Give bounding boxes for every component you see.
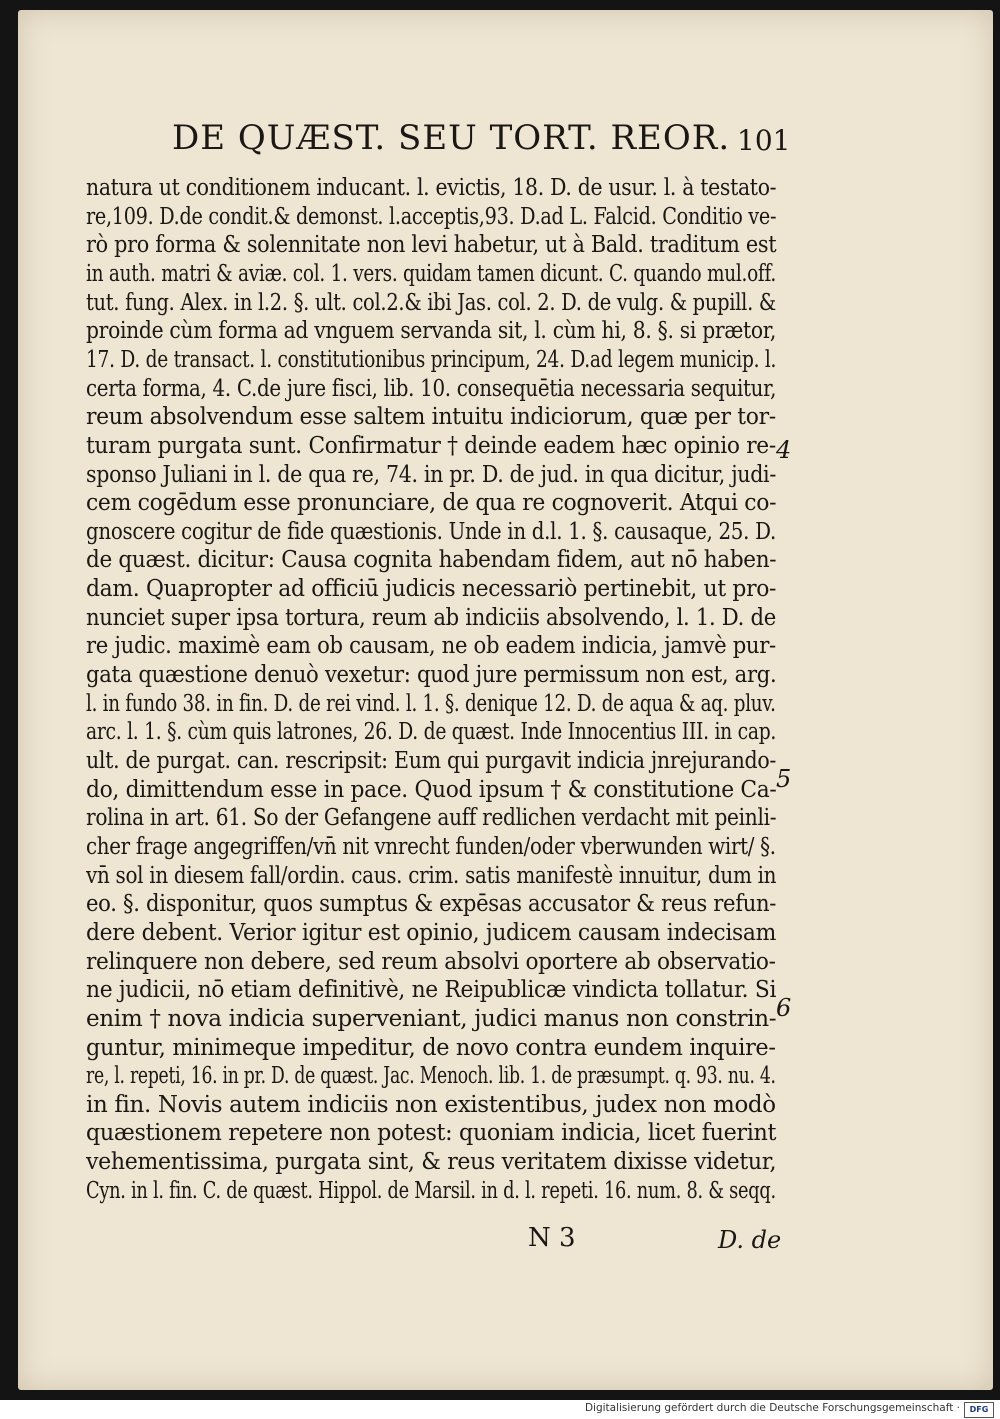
text-line: rò pro forma & solennitate non levi habetur, ut à Bald. traditum est [86,230,777,259]
signature-mark: N 3 [528,1223,576,1253]
text-line: re,109. D.de condit.& demonst. l.acceptis,93. D.ad L. Falcid. Conditio ve- [86,201,777,230]
text-line: re, l. repeti, 16. in pr. D. de quæst. Jac. Menoch. lib. 1. de præsumpt. q. 93. nu. 4. [86,1061,776,1090]
text-line: dere debent. Verior igitur est opinio, judicem causam indecisam [86,917,776,946]
text-line: vn̄ sol in diesem fall/ordin. caus. crim. satis manifestè innuitur, dum in [86,860,777,889]
text-line: enim † nova indicia superveniant, judici manus non constrin- [86,1003,777,1032]
text-line: reum absolvendum esse saltem intuitu indiciorum, quæ per tor- [86,402,776,431]
text-line: Cyn. in l. fin. C. de quæst. Hippol. de Marsil. in d. l. repeti. 16. num. 8. & seqq. [86,1175,776,1204]
folio-number: 101 [737,124,791,157]
text-line: eo. §. disponitur, quos sumptus & expēsas accusator & reus refun- [86,889,777,918]
text-line: de quæst. dicitur: Causa cognita habendam fidem, aut nō haben- [86,545,777,574]
text-line: re judic. maximè eam ob causam, ne ob eadem indicia, jamvè pur- [86,631,776,660]
text-line: tut. fung. Alex. in l.2. §. ult. col.2.& ibi Jas. col. 2. D. de vulg. & pupill. & [86,287,776,316]
text-line: in auth. matri & aviæ. col. 1. vers. quidam tamen dicunt. C. quando mul.off. [86,258,777,287]
text-line: cher frage angegriffen/vn̄ nit vnrecht funden/oder vberwunden wirt/ §. [86,831,776,860]
text-line: gata quæstione denuò vexetur: quod jure permissum non est, arg. [86,660,777,689]
text-line: ne judicii, nō etiam definitivè, ne Reipublicæ vindicta tollatur. Si [86,975,777,1004]
margin-number: 4 [776,436,792,464]
margin-number: 5 [776,765,792,793]
text-line: vehementissima, purgata sint, & reus veritatem dixisse videtur, [86,1147,777,1176]
text-line: arc. l. 1. §. cùm quis latrones, 26. D. de quæst. Inde Innocentius III. in cap. [86,717,777,746]
text-line: dam. Quapropter ad officiū judicis necessariò pertinebit, ut pro- [86,574,777,603]
running-title: DE QUÆST. SEU TORT. REOR. [172,118,731,158]
text-line: turam purgata sunt. Confirmatur † deinde eadem hæc opinio re- [86,430,776,459]
text-line: nunciet super ipsa tortura, reum ab indiciis absolvendo, l. 1. D. de [86,602,776,631]
text-line: rolina in art. 61. So der Gefangene auff redlichen verdacht mit peinli- [86,803,777,832]
digitization-credit: Digitalisierung gefördert durch die Deutsche Forschungsgemeinschaft · [584,1402,960,1414]
text-line: ult. de purgat. can. rescripsit: Eum qui purgavit indicia jnrejurando- [86,746,777,774]
text-line: in fin. Novis autem indiciis non existentibus, judex non modò [86,1089,776,1118]
text-line: l. in fundo 38. in fin. D. de rei vind. l. 1. §. denique 12. D. de aqua & aq. pluv. [86,688,776,717]
dfg-logo: DFG [964,1402,994,1418]
text-line: cem cogēdum esse pronunciare, de qua re cognoverit. Atqui co- [86,488,777,517]
text-line: natura ut conditionem inducant. l. evictis, 18. D. de usur. l. à testato- [86,173,777,201]
text-line: quæstionem repetere non potest: quoniam indicia, licet fuerint [86,1118,777,1147]
text-line: do, dimittendum esse in pace. Quod ipsum † & constitutione Ca- [86,774,777,803]
digitization-credit-bar [0,1400,1000,1419]
text-line: 17. D. de transact. l. constitutionibus principum, 24. D.ad legem municip. l. [86,344,777,373]
text-line: gnoscere cogitur de fide quæstionis. Unde in d.l. 1. §. causaque, 25. D. [86,516,776,545]
text-line: sponso Juliani in l. de qua re, 74. in pr. D. de jud. in qua dicitur, judi- [86,459,776,488]
margin-number: 6 [776,994,792,1022]
text-line: proinde cùm forma ad vnguem servanda sit, l. cùm hi, 8. §. si prætor, [86,316,777,345]
page-header [172,118,791,168]
catchword: D. de [718,1226,782,1254]
text-line: relinquere non debere, sed reum absolvi oportere ab observatio- [86,946,776,975]
text-line: guntur, minimeque impeditur, de novo contra eundem inquire- [86,1032,776,1061]
text-line: certa forma, 4. C.de jure fisci, lib. 10. consequētia necessaria sequitur, [86,373,777,402]
